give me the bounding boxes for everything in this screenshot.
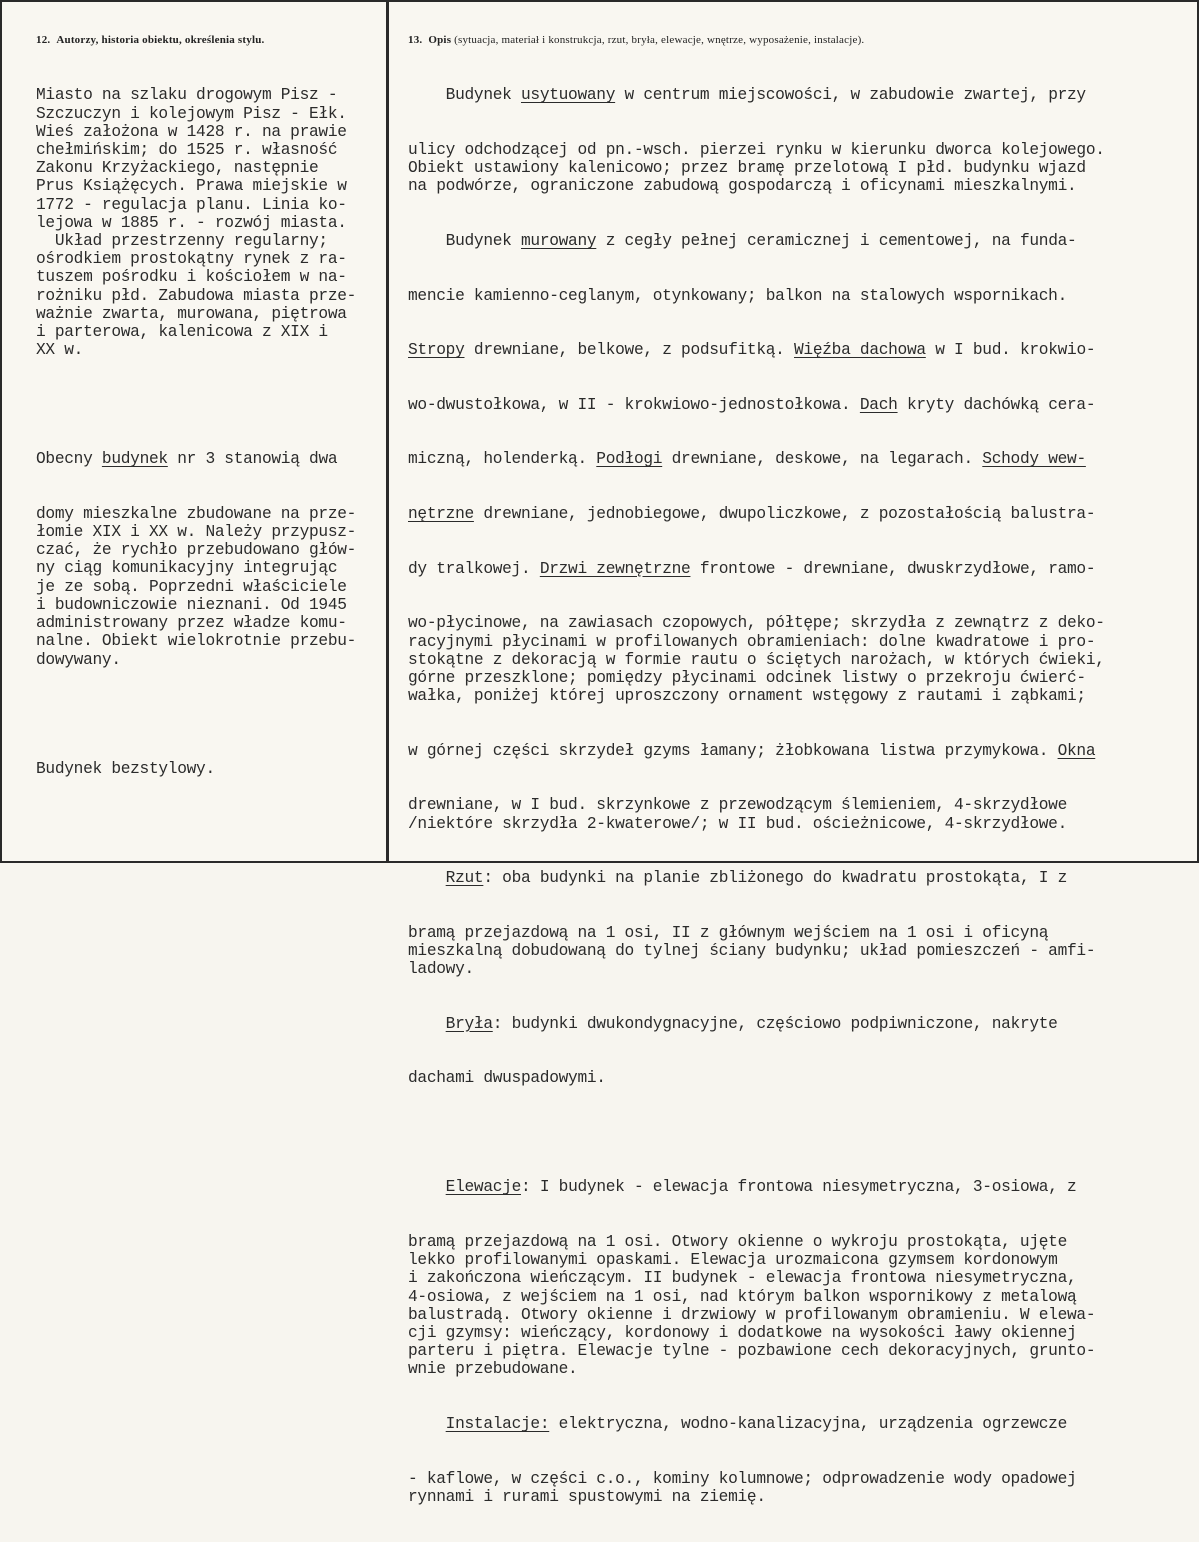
desc-line: dachami dwuspadowymi. [408, 1069, 606, 1088]
text-line: XX w. [36, 341, 84, 360]
text-line: dowywany. [36, 650, 121, 669]
desc-block-b [408, 614, 1193, 705]
desc-line: Bryła: budynki dwukondygnacyjne, częściowo podpiwniczone, nakryte [445, 1014, 1058, 1033]
right-column [398, 2, 1193, 1542]
desc-line: nętrzne drewniane, jednobiegowe, dwupoliczkowe, z pozostałością balustra- [408, 505, 1096, 524]
text-line: Układ przestrzenny regularny; [36, 232, 328, 251]
history-paragraph-2 [36, 505, 380, 669]
text-line: racyjnymi płycinami w profilowanych obramieniach: dolne kwadratowe i pro- [408, 632, 1096, 651]
text-line: lekko profilowanymi opaskami. Elewacja urozmaicona gzymsem kordonowym [408, 1251, 1058, 1270]
history-paragraph-2-first-line: Obecny budynek nr 3 stanowią dwa [36, 450, 338, 469]
text-line: je ze sobą. Poprzedni właściciele [36, 577, 347, 596]
text-line: tuszem pośrodku i kościołem w na- [36, 268, 347, 287]
description-text [408, 50, 1193, 1542]
desc-line: Instalacje: elektryczna, wodno-kanalizacyjna, urządzenia ogrzewcze [445, 1415, 1068, 1434]
text-line: i budowniczowie nieznani. Od 1945 [36, 595, 347, 614]
desc-line: wo-dwustołkowa, w II - krokwiowo-jednostołkowa. Dach kryty dachówką cera- [408, 395, 1096, 414]
text-line: 1772 - regulacja planu. Linia ko- [36, 195, 347, 214]
style-line: Budynek bezstylowy. [36, 759, 215, 778]
text-line: lejowa w 1885 r. - rozwój miasta. [36, 213, 347, 232]
text-line: i zakończona wieńczącym. II budynek - elewacja frontowa niesymetryczna, [408, 1269, 1077, 1288]
text-line: i parterowa, kalenicowa z XIX i [36, 323, 328, 342]
text-line: bramą przejazdową na 1 osi. Otwory okienne o wykroju prostokąta, ujęte [408, 1233, 1067, 1251]
text-line: balustradą. Otwory okienne i drzwiowy w profilowanym obramieniu. W elewa- [408, 1305, 1096, 1324]
text-line: nalne. Obiekt wielokrotnie przebu- [36, 632, 357, 651]
text-line: Zakonu Krzyżackiego, następnie [36, 159, 319, 178]
desc-line: Rzut: oba budynki na planie zbliżonego do kwadratu prostokąta, I z [445, 869, 1068, 888]
history-paragraph-1 [36, 86, 380, 359]
right-heading: 13. Opis (sytuacja, materiał i konstrukcja, rzut, bryła, elewacje, wnętrze, wyposażenie, instalacje). [408, 34, 865, 46]
text-line: ośrodkiem prostokątny rynek z ra- [36, 250, 347, 269]
text-line: łomie XIX i XX w. Należy przypusz- [36, 523, 357, 542]
desc-block-f [408, 1470, 1193, 1506]
text-line: 4-osiowa, z wejściem na 1 osi, nad którym balkon wspornikowy z metalową [408, 1287, 1077, 1306]
text-line: wałka, poniżej której uproszczony ornament wstęgowy z rautami i ząbkami; [408, 687, 1086, 706]
desc-line: Elewacje: I budynek - elewacja frontowa niesymetryczna, 3-osiowa, z [445, 1178, 1077, 1197]
text-line: ważnie zwarta, murowana, piętrowa [36, 304, 347, 323]
desc-line: mencie kamienno-ceglanym, otynkowany; balkon na stalowych wspornikach. [408, 286, 1067, 305]
text-line: cji gzymsy: wieńczący, kordonowy i dodatkowe na wysokości ławy okiennej [408, 1324, 1077, 1343]
desc-block-d [408, 924, 1193, 979]
text-line: Miasto na szlaku drogowym Pisz - [36, 86, 338, 105]
desc-line: dy tralkowej. Drzwi zewnętrzne frontowe - drewniane, dwuskrzydłowe, ramo- [408, 559, 1096, 578]
history-text [36, 50, 380, 814]
text-line: Obiekt ustawiony kalenicowo; przez bramę przelotową I płd. budynku wjazd [408, 159, 1086, 178]
desc-block-e [408, 1233, 1193, 1379]
text-line: na podwórze, ograniczone zabudową gospodarczą i oficynami mieszkalnymi. [408, 177, 1077, 196]
text-line: Wieś założona w 1428 r. na prawie [36, 122, 347, 141]
text-line: rożniku płd. Zabudowa miasta prze- [36, 286, 357, 305]
text-line: chełmińskim; do 1525 r. własność [36, 141, 338, 160]
text-line: /niektóre skrzydła 2-kwaterowe/; w II bud. ościeżnicowe, 4-skrzydłowe. [408, 814, 1067, 833]
text-line: ladowy. [408, 960, 474, 979]
text-line: parteru i piętra. Elewacje tylne - pozbawione cech dekoracyjnych, grunto- [408, 1342, 1096, 1361]
desc-line: w górnej części skrzydeł gzyms łamany; żłobkowana listwa przymykowa. Okna [408, 741, 1096, 760]
desc-line: Budynek usytuowany w centrum miejscowości, w zabudowie zwartej, przy [408, 86, 1086, 105]
text-line: czać, że rychło przebudowano głów- [36, 541, 357, 560]
desc-block-c [408, 796, 1193, 832]
text-line: domy mieszkalne zbudowane na prze- [36, 504, 357, 523]
text-line: administrowany przez władze komu- [36, 614, 347, 633]
text-line: górne przeszklone; pomiędzy płycinami odcinek listwy o przekroju ćwierć- [408, 668, 1086, 687]
text-line: wnie przebudowane. [408, 1360, 578, 1379]
text-line: bramą przejazdową na 1 osi, II z głównym wejściem na 1 osi i oficyną [408, 923, 1049, 942]
text-line: drewniane, w I bud. skrzynkowe z przewodzącym ślemieniem, 4-skrzydłowe [408, 796, 1067, 815]
text-line: mieszkalną dobudowaną do tylnej ściany budynku; układ pomieszczeń - amfi- [408, 941, 1096, 960]
column-divider [386, 2, 389, 861]
text-line: ny ciąg komunikacyjny integrując [36, 559, 338, 578]
text-line: stokątne z dekoracją w formie rautu o ściętych narożach, w których ćwieki, [408, 650, 1105, 669]
desc-block-a [408, 141, 1193, 196]
text-line: rynnami i rurami spustowymi na ziemię. [408, 1487, 766, 1506]
desc-line: miczną, holenderką. Podłogi drewniane, deskowe, na legarach. Schody wew- [408, 450, 1086, 469]
text-line: Szczuczyn i kolejowym Pisz - Ełk. [36, 104, 347, 123]
text-line: - kaflowe, w części c.o., kominy kolumnowe; odprowadzenie wody opadowej [408, 1469, 1077, 1488]
text-line: Prus Książęcych. Prawa miejskie w [36, 177, 347, 196]
desc-line: Stropy drewniane, belkowe, z podsufitką. Więźba dachowa w I bud. krokwio- [408, 341, 1096, 360]
text-line: ulicy odchodzącej od pn.-wsch. pierzei rynku w kierunku dworca kolejowego. [408, 141, 1105, 160]
text-line: wo-płycinowe, na zawiasach czopowych, półtępe; skrzydła z zewnątrz z deko- [408, 614, 1105, 633]
desc-line: Budynek murowany z cegły pełnej ceramicznej i cementowej, na funda- [408, 232, 1077, 251]
left-column [12, 2, 380, 814]
left-heading: 12. Autorzy, historia obiektu, określenia stylu. [36, 34, 265, 46]
